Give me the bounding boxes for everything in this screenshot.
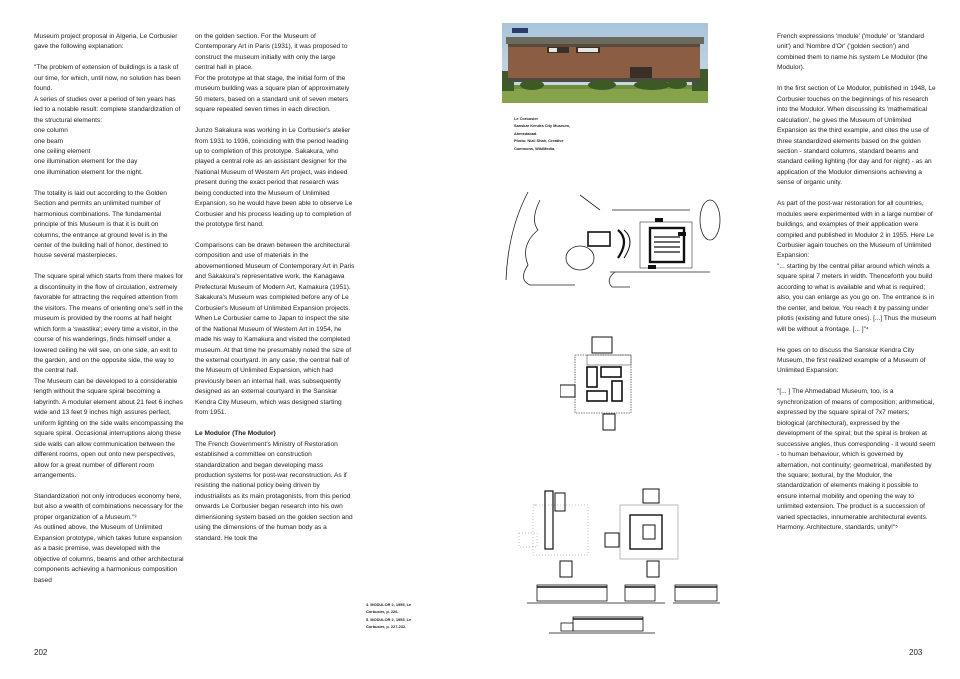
paragraph: "[... ] The Ahmedabad Museum, too, is a synchronization of means of composition; arithmetical, expressed by the square spiral of 7x7 meters; biological (architectural), expressed by the development of the spiral; but the spiral is broken at successive angles, thus corresponding - it would seem - to human behaviour, which is governed by alternation, not continuity; geometrical, manifested by the square; textural, by the Modulor, the standardization of elements making it possible to ensure internal mobility and opening the way to unlimited extension. The product is a succession of varied spectacles, innumerable architectural events. Harmony. Architecture, standards, unity!"⁵ (777, 388, 936, 532)
photo-caption-text: Le Corbusier Sanskar Kendra City Museum, Ahmedabad. Photo: Nizil Shah, Creative Commons, WikiMedia. (514, 116, 571, 151)
paragraph: Standardization not only introduces economy here, but also a wealth of combinations necessary for the proper organization of a Museum."³ As outlined above, the Museum of Unlimited Expansion prototype, which takes future expansion as a basic premise, was developed with the objective of columns, beams and other architectural components achieving a harmonious composition based (34, 492, 184, 584)
paragraph: Museum project proposal in Algeria, Le Corbusier gave the following explanation: (34, 33, 178, 51)
paragraph: The totality is laid out according to the Golden Section and permits an unlimited number of harmonious combinations. The fundamental principle of this Museum is that it is built on columns, the entrance at ground level is in the center of the building hall of honor, destined to house several masterpieces. (34, 189, 168, 260)
floor-plan-drawing (560, 335, 660, 435)
photo-caption (514, 115, 614, 152)
paragraph: As part of the post-war restoration for all countries, modules were experimented with in a large number of buildings, and examples of their application were compiled and published in Modulor 2 in 1955. Here Le Corbusier again touches on the Museum of Unlimited Expansion: "... starting by the central pillar around which winds a square spiral 7 meters in width. Thenceforth you build according to what is available and what is required; also, you can enlarge as you go on. The entrance is in the center, and below. You reach it by passing under pilotis (existing and future ones). [...] Thus the museum will be without a frontage. [... ]"⁴ (777, 200, 937, 333)
page-number-left: 202 (34, 648, 48, 657)
paragraph: Junzo Sakakura was working in Le Corbusier's atelier from 1931 to 1936, coinciding with the period leading up to completion of this prototype. Sakakura, who played a central role as an assistant designer for the National Museum of Western Art project, was indeed present during the exact period that research was being conducted into the Museum of Unlimited Expansion, so he would have been able to observe Le Corbusier and his process leading up to completion of the prototype first hand. (195, 127, 353, 229)
plans-and-elevations-drawing (505, 485, 730, 655)
left-page-column-1 (34, 32, 184, 596)
footnotes (366, 601, 446, 631)
paragraph: The square spiral which starts from there makes for a discontinuity in the flow of circulation, extremely favorable for attracting the required attention from the visitors. The means of orienting one's self in the museum is provided by the rooms at half height which form a 'swastika'; every time a visitor, in the course of his wanderings, finds himself under a lowered ceiling he will see, on one side, an exit to the garden, and on the opposite side, the way to the central hall. The Museum can be developed to a considerable length without the square spiral becoming a labyrinth. A modular element about 21 feet 6 inches wide and 13 feet 9 inches high assures perfect, uniform lighting on the side walls encompassing the square spiral. Occasional interruptions along these side walls can allow communication between the different rooms, open out onto new perspectives, allow for a great number of different room arrangements. (34, 273, 184, 479)
section-heading: Le Modulor (The Modulor) (195, 430, 276, 438)
paragraph: The French Government's Ministry of Restoration established a committee on construction standardization and began developing mass production systems for post-war reconstruction. As if resisting the national policy being driven by industrialists as its main protagonists, from this period onwards Le Corbusier began research into his own dimensioning system based on the golden section and using the dimensions of the human body as a standard. He took the (195, 440, 353, 542)
paragraph: "The problem of extension of buildings is a task of our time, for which, until now, no solution has been found. A series of studies over a period of ten years has led to a notable result: complete standardization of the structural elements: one column one beam one ceiling element one illumination element for the day one illumination element for the night. (34, 64, 181, 176)
museum-photo (502, 23, 708, 103)
paragraph: In the first section of Le Modulor, published in 1948, Le Corbusier touches on the beginnings of his research into the Modulor. When discussing its 'mathematical calculation', he gives the Museum of Unlimited Expansion as the third example, and cites the use of three standardized elements based on the golden section - standard columns, standard beams and standard ceiling lighting (for day and for night) - as an application of the Modulor dimensions achieving a sense of organic unity. (777, 85, 936, 187)
paragraph: Comparisons can be drawn between the architectural composition and use of materials in the abovementioned Museum of Contemporary Art in Paris and Sakakura's representative work, the Kanagawa Prefectural Museum of Modern Art, Kamakura (1951). Sakakura's Museum was completed before any of Le Corbusier's Museum of Unlimited Expansion projects. When Le Corbusier came to Japan to inspect the site of the National Museum of Western Art in 1954, he made his way to Kamakura and visited the completed museum. At that time he presumably noted the size of the external courtyard. In any case, the central hall of the Museum of Unlimited Expansion, which had previously been an internal hall, was subsequently designed as an external courtyard in the Sanskar Kendra City Museum, which was designed starting from 1951. (195, 242, 355, 417)
paragraph: French expressions 'module' ('module' or 'standard unit') and 'Nombre d'Or' ('golden section') and combined them to name his system Le Modulor (the Modulor). (777, 33, 928, 72)
left-page-column-2 (195, 32, 355, 555)
page-number-right: 203 (909, 648, 923, 657)
site-plan-drawing (500, 190, 730, 300)
paragraph: on the golden section. For the Museum of Contemporary Art in Paris (1931), it was proposed to construct the museum initially with only the large central hall in place. For the prototype at that stage, the initial form of the museum building was a square plan of approximately 50 meters, based on a standard unit of seven meters square repeated seven times in each direction. (195, 33, 350, 114)
paragraph: He goes on to discuss the Sanskar Kendra City Museum, the first realized example of a Museum of Unlimited Expansion: (777, 346, 926, 375)
footnote-text: 4. MODULOR 2, 1955, Le Corbusier, p. 226. 5. MODULOR 2, 1955, Le Corbusier, p. 227-232. (366, 602, 412, 630)
right-page-column (777, 32, 937, 544)
museum-photo-image (502, 23, 708, 103)
